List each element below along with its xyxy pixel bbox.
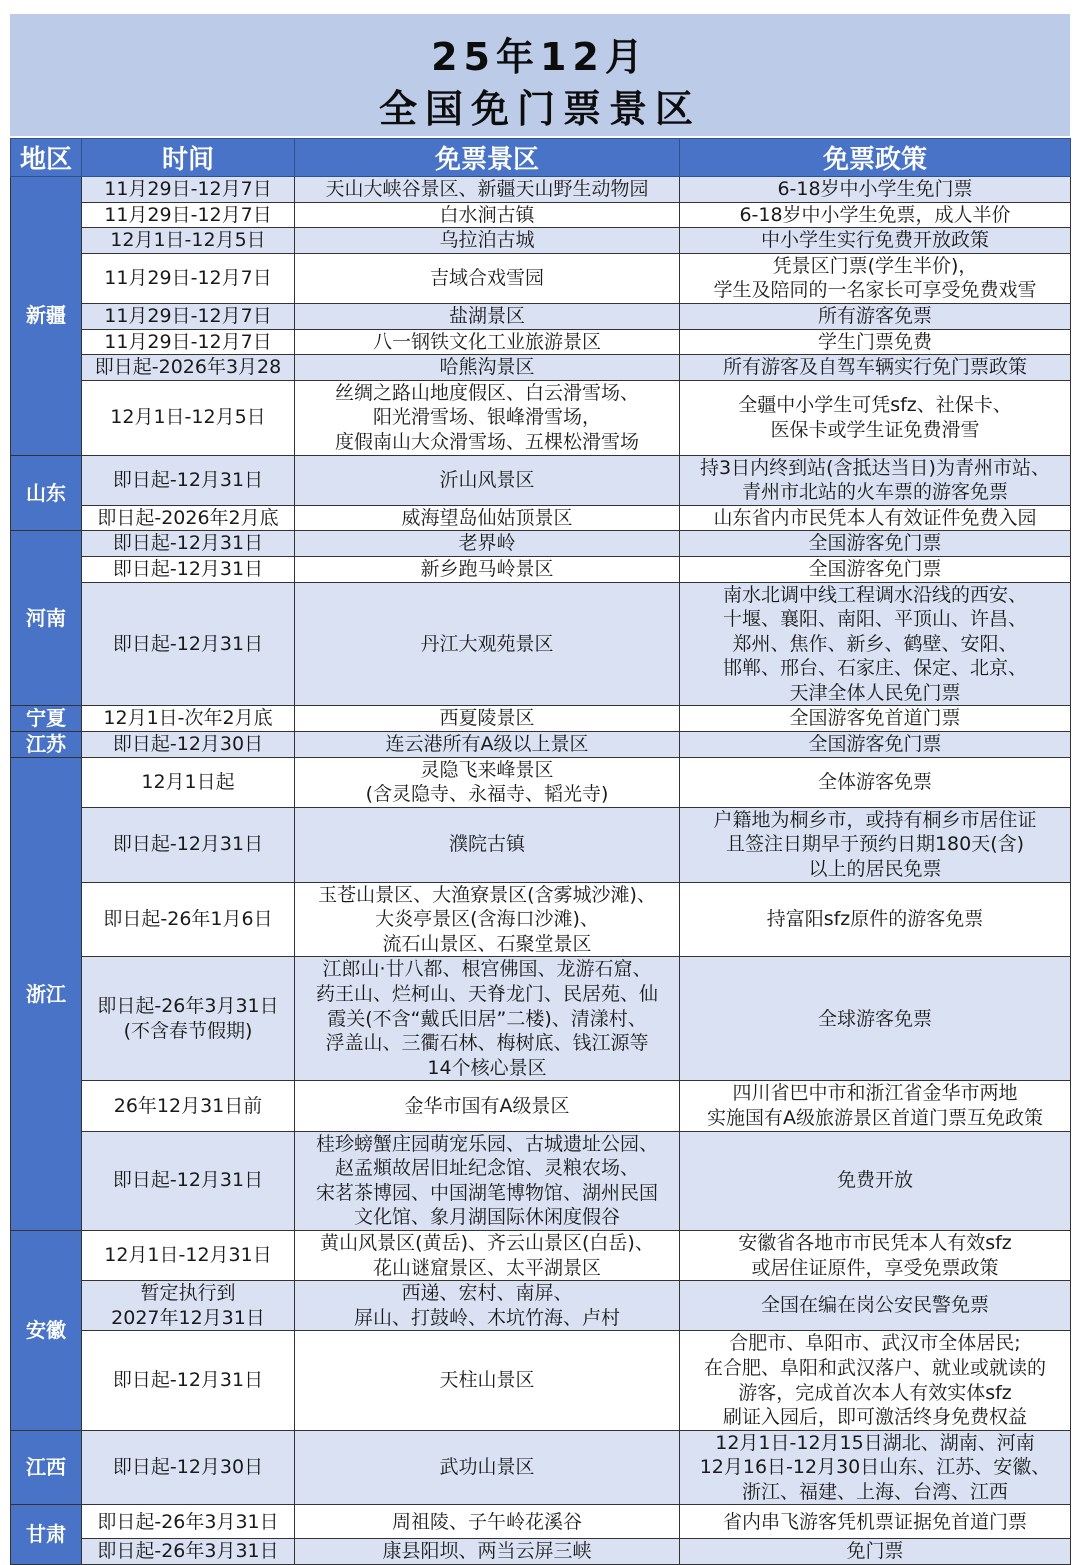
free-ticket-table [10, 138, 1071, 1565]
region-cell: 山东 [11, 455, 82, 531]
policy-cell: 山东省内市民凭本人有效证件免费入园 [680, 505, 1071, 531]
spot-cell: 桂珍螃蟹庄园萌宠乐园、古城遗址公园、 赵孟頫故居旧址纪念馆、灵粮农场、 宋茗茶博园、中国湖笔博物馆、湖州民国 文化馆、象月湖国际休闲度假谷 [295, 1131, 680, 1230]
time-cell: 即日起-26年1月6日 [82, 882, 295, 957]
time-cell: 即日起-12月31日 [82, 1131, 295, 1230]
time-cell: 12月1日-12月31日 [82, 1230, 295, 1280]
spot-cell: 新乡跑马岭景区 [295, 556, 680, 582]
policy-cell: 全国游客免门票 [680, 556, 1071, 582]
spot-cell: 盐湖景区 [295, 303, 680, 329]
spot-cell: 康县阳坝、两当云屏三峡 [295, 1539, 680, 1565]
spot-cell: 西递、宏村、南屏、 屏山、打鼓岭、木坑竹海、卢村 [295, 1281, 680, 1331]
time-cell: 即日起-26年3月31日 [82, 1505, 295, 1539]
table-row [11, 303, 1071, 329]
time-cell: 12月1日起 [82, 757, 295, 807]
title-line-1: 25年12月 [431, 35, 649, 79]
table-row [11, 757, 1071, 807]
time-cell: 即日起-12月31日 [82, 1331, 295, 1430]
table-row [11, 505, 1071, 531]
policy-cell: 全疆中小学生可凭sfz、社保卡、 医保卡或学生证免费滑雪 [680, 380, 1071, 455]
column-header-spot: 免票景区 [295, 139, 680, 177]
time-cell: 即日起-12月31日 [82, 531, 295, 557]
table-row [11, 882, 1071, 957]
policy-cell: 所有游客免票 [680, 303, 1071, 329]
table-row [11, 1230, 1071, 1280]
region-cell: 江西 [11, 1430, 82, 1505]
time-cell: 12月1日-次年2月底 [82, 706, 295, 732]
column-header-policy: 免票政策 [680, 139, 1071, 177]
time-cell: 11月29日-12月7日 [82, 177, 295, 203]
table-row [11, 177, 1071, 203]
time-cell: 暂定执行到 2027年12月31日 [82, 1281, 295, 1331]
policy-cell: 6-18岁中小学生免票，成人半价 [680, 202, 1071, 228]
table-row [11, 732, 1071, 758]
table-row [11, 202, 1071, 228]
time-cell: 即日起-12月31日 [82, 807, 295, 882]
title-banner [10, 14, 1070, 136]
spot-cell: 吉域合戏雪园 [295, 253, 680, 303]
spot-cell: 天柱山景区 [295, 1331, 680, 1430]
time-cell: 11月29日-12月7日 [82, 202, 295, 228]
table-row [11, 1331, 1071, 1430]
time-cell: 即日起-2026年2月底 [82, 505, 295, 531]
policy-cell: 全国游客免首道门票 [680, 706, 1071, 732]
time-cell: 即日起-12月31日 [82, 582, 295, 706]
policy-cell: 全国在编在岗公安民警免票 [680, 1281, 1071, 1331]
table-row [11, 1081, 1071, 1131]
table-row [11, 228, 1071, 254]
policy-cell: 12月1日-12月15日湖北、湖南、河南 12月16日-12月30日山东、江苏、安徽、 浙江、福建、上海、台湾、江西 [680, 1430, 1071, 1505]
policy-cell: 全体游客免票 [680, 757, 1071, 807]
policy-cell: 全国游客免门票 [680, 531, 1071, 557]
column-header-region: 地区 [11, 139, 82, 177]
table-row [11, 253, 1071, 303]
policy-cell: 免门票 [680, 1539, 1071, 1565]
policy-cell: 省内串飞游客凭机票证据免首道门票 [680, 1505, 1071, 1539]
policy-cell: 四川省巴中市和浙江省金华市两地 实施国有A级旅游景区首道门票互免政策 [680, 1081, 1071, 1131]
time-cell: 即日起-12月30日 [82, 732, 295, 758]
spot-cell: 哈熊沟景区 [295, 355, 680, 381]
spot-cell: 天山大峡谷景区、新疆天山野生动物园 [295, 177, 680, 203]
time-cell: 12月1日-12月5日 [82, 380, 295, 455]
table-row [11, 1505, 1071, 1539]
table-row [11, 329, 1071, 355]
time-cell: 11月29日-12月7日 [82, 253, 295, 303]
table-row [11, 1539, 1071, 1565]
spot-cell: 八一钢铁文化工业旅游景区 [295, 329, 680, 355]
table-row [11, 1131, 1071, 1230]
spot-cell: 濮院古镇 [295, 807, 680, 882]
spot-cell: 西夏陵景区 [295, 706, 680, 732]
spot-cell: 连云港所有A级以上景区 [295, 732, 680, 758]
table-row [11, 1430, 1071, 1505]
spot-cell: 黄山风景区(黄岳)、齐云山景区(白岳)、 花山谜窟景区、太平湖景区 [295, 1230, 680, 1280]
table-row [11, 556, 1071, 582]
table-row [11, 807, 1071, 882]
table-row [11, 455, 1071, 505]
table-row [11, 531, 1071, 557]
policy-cell: 南水北调中线工程调水沿线的西安、 十堰、襄阳、南阳、平顶山、许昌、 郑州、焦作、新乡、鹤壁、安阳、 邯郸、邢台、石家庄、保定、北京、 天津全体人民免门票 [680, 582, 1071, 706]
time-cell: 11月29日-12月7日 [82, 329, 295, 355]
policy-cell: 中小学生实行免费开放政策 [680, 228, 1071, 254]
time-cell: 即日起-26年3月31日 (不含春节假期) [82, 957, 295, 1081]
spot-cell: 老界岭 [295, 531, 680, 557]
time-cell: 11月29日-12月7日 [82, 303, 295, 329]
policy-cell: 户籍地为桐乡市，或持有桐乡市居住证 且签注日期早于预约日期180天(含) 以上的居民免票 [680, 807, 1071, 882]
time-cell: 12月1日-12月5日 [82, 228, 295, 254]
title-line-2: 全国免门票景区 [378, 87, 701, 131]
spot-cell: 沂山风景区 [295, 455, 680, 505]
time-cell: 即日起-2026年3月28 [82, 355, 295, 381]
column-header-time: 时间 [82, 139, 295, 177]
spot-cell: 玉苍山景区、大渔寮景区(含雾城沙滩)、 大炎亭景区(含海口沙滩)、 流石山景区、石聚堂景区 [295, 882, 680, 957]
policy-cell: 全国游客免门票 [680, 732, 1071, 758]
spot-cell: 武功山景区 [295, 1430, 680, 1505]
policy-cell: 学生门票免费 [680, 329, 1071, 355]
region-cell: 新疆 [11, 177, 82, 456]
spot-cell: 灵隐飞来峰景区 (含灵隐寺、永福寺、韬光寺) [295, 757, 680, 807]
region-cell: 甘肃 [11, 1505, 82, 1565]
time-cell: 即日起-26年3月31日 [82, 1539, 295, 1565]
region-cell: 江苏 [11, 732, 82, 758]
table-row [11, 706, 1071, 732]
policy-cell: 持3日内终到站(含抵达当日)为青州市站、 青州市北站的火车票的游客免票 [680, 455, 1071, 505]
spot-cell: 丹江大观苑景区 [295, 582, 680, 706]
table-header-row [11, 139, 1071, 177]
policy-cell: 安徽省各地市市民凭本人有效sfz 或居住证原件，享受免票政策 [680, 1230, 1071, 1280]
time-cell: 26年12月31日前 [82, 1081, 295, 1131]
policy-cell: 凭景区门票(学生半价)， 学生及陪同的一名家长可享受免费戏雪 [680, 253, 1071, 303]
table-body [11, 177, 1071, 1565]
time-cell: 即日起-12月31日 [82, 556, 295, 582]
policy-cell: 持富阳sfz原件的游客免票 [680, 882, 1071, 957]
region-cell: 安徽 [11, 1230, 82, 1430]
spot-cell: 丝绸之路山地度假区、白云滑雪场、 阳光滑雪场、银峰滑雪场， 度假南山大众滑雪场、五棵松滑雪场 [295, 380, 680, 455]
policy-cell: 所有游客及自驾车辆实行免门票政策 [680, 355, 1071, 381]
table-row [11, 582, 1071, 706]
table-row [11, 380, 1071, 455]
region-cell: 宁夏 [11, 706, 82, 732]
spot-cell: 周祖陵、子午岭花溪谷 [295, 1505, 680, 1539]
policy-cell: 6-18岁中小学生免门票 [680, 177, 1071, 203]
spot-cell: 白水涧古镇 [295, 202, 680, 228]
region-cell: 浙江 [11, 757, 82, 1230]
table-row [11, 355, 1071, 381]
spot-cell: 乌拉泊古城 [295, 228, 680, 254]
time-cell: 即日起-12月31日 [82, 455, 295, 505]
policy-cell: 合肥市、阜阳市、武汉市全体居民; 在合肥、阜阳和武汉落户、就业或就读的 游客，完成首次本人有效实体sfz 刷证入园后，即可激活终身免费权益 [680, 1331, 1071, 1430]
spot-cell: 威海望岛仙姑顶景区 [295, 505, 680, 531]
policy-cell: 免费开放 [680, 1131, 1071, 1230]
region-cell: 河南 [11, 531, 82, 706]
spot-cell: 江郎山·廿八都、根宫佛国、龙游石窟、 药王山、烂柯山、天脊龙门、民居苑、仙 霞关(不含“戴氏旧居”二楼)、清漾村、 浮盖山、三衢石林、梅树底、钱江源等 14个核心景区 [295, 957, 680, 1081]
policy-cell: 全球游客免票 [680, 957, 1071, 1081]
table-row [11, 1281, 1071, 1331]
table-row [11, 957, 1071, 1081]
spot-cell: 金华市国有A级景区 [295, 1081, 680, 1131]
time-cell: 即日起-12月30日 [82, 1430, 295, 1505]
